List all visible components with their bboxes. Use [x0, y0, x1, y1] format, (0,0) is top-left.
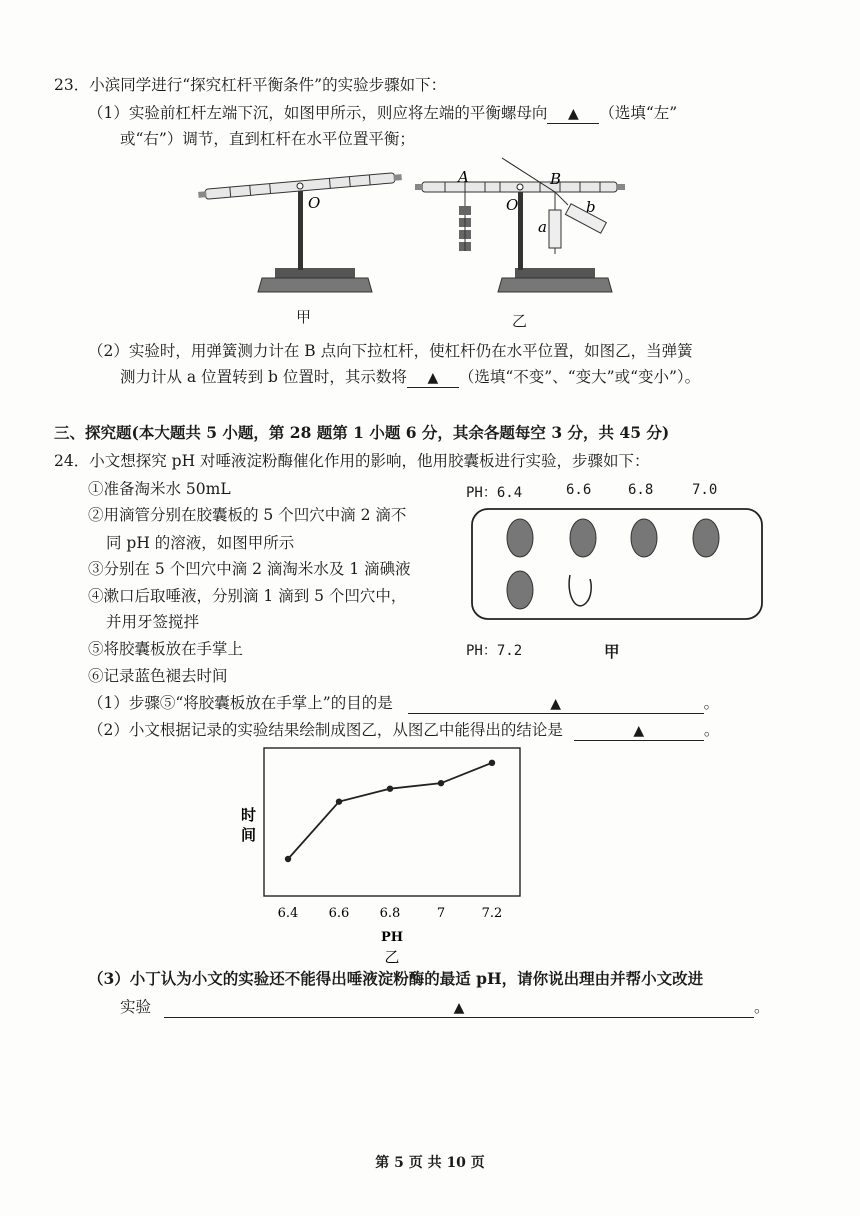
q24-title: 24．小文想探究 pH 对唾液淀粉酶催化作用的影响，他用胶囊板进行实验，步骤如下：	[54, 452, 650, 470]
chart-ylabel-1: 时	[241, 806, 257, 824]
label-b: b	[586, 198, 596, 216]
q23-part2-options: （选填“不变”、“变大”或“变小”）。	[458, 368, 701, 386]
lever-yi-figure	[415, 158, 625, 292]
q23-part2-line2	[120, 368, 700, 388]
end-mark: 。	[753, 998, 770, 1016]
x-tick-label-7: 7	[436, 906, 446, 921]
caption-jia: 甲	[296, 308, 312, 326]
q24-step-1: ①准备淘米水 50mL	[88, 480, 231, 498]
x-tick-label-6.6: 6.6	[328, 906, 350, 921]
ph-label-5: PH：7.2	[466, 643, 523, 659]
q23-answer-blank-2[interactable]	[407, 368, 459, 388]
chart-xlabel: PH	[380, 930, 404, 945]
q23-answer-blank-1[interactable]	[547, 104, 599, 124]
ph-label-4: 7.0	[692, 482, 718, 498]
data-point-6.8	[387, 786, 393, 792]
well-3	[631, 519, 657, 557]
caption-board-jia: 甲	[604, 642, 620, 661]
well-4	[693, 519, 719, 557]
caption-yi: 乙	[512, 312, 528, 330]
end-mark: 。	[703, 694, 720, 712]
q24-step-4: ④漱口后取唾液，分别滴 1 滴到 5 个凹穴中，	[88, 587, 407, 605]
data-point-6.4	[285, 856, 291, 862]
q24-sub2	[88, 721, 719, 741]
x-tick-label-6.8: 6.8	[379, 906, 401, 921]
q24-sub1	[88, 694, 719, 714]
lever-figures	[190, 150, 650, 340]
triangle-mark: ▲	[550, 696, 562, 712]
x-tick-label-7.2: 7.2	[481, 906, 503, 921]
well-5	[507, 571, 533, 609]
series-line	[288, 763, 492, 859]
q24-step-4-cont: 并用牙签搅拌	[106, 613, 200, 631]
chart-ylabel-2: 间	[241, 826, 257, 844]
chart-caption: 乙	[384, 948, 400, 966]
q24-step-6: ⑥记录蓝色褪去时间	[88, 667, 228, 685]
q24-step-5: ⑤将胶囊板放在手掌上	[88, 640, 244, 658]
label-a: a	[538, 218, 547, 236]
q24-sub2-text: （2）小文根据记录的实验结果绘制成图乙，从图乙中能得出的结论是	[88, 721, 563, 739]
chart-frame	[264, 748, 520, 896]
q23-part1-option: （选填“左”	[599, 104, 678, 122]
lever-jia-figure	[198, 172, 402, 292]
data-point-7	[438, 780, 444, 786]
capsule-board	[468, 505, 768, 623]
q24-answer-blank-3[interactable]	[164, 998, 754, 1018]
ph-label-2: 6.6	[566, 482, 592, 498]
triangle-mark: ▲	[633, 723, 645, 739]
label-O-jia: O	[308, 194, 321, 212]
q24-step-2-cont: 同 pH 的溶液，如图甲所示	[106, 534, 295, 552]
data-point-6.6	[336, 798, 342, 804]
q24-step-3: ③分别在 5 个凹穴中滴 2 滴淘米水及 1 滴碘液	[88, 560, 411, 578]
ph-time-chart	[236, 744, 536, 969]
drop-mark	[569, 575, 591, 606]
q24-sub1-text: （1）步骤⑤“将胶囊板放在手掌上”的目的是	[88, 694, 393, 712]
q23-part2-line1: （2）实验时，用弹簧测力计在 B 点向下拉杠杆，使杠杆仍在水平位置，如图乙，当弹簧	[88, 342, 693, 360]
q23-part1-line1	[88, 104, 677, 124]
triangle-mark: ▲	[567, 106, 579, 122]
q24-sub3-line2	[120, 998, 769, 1018]
section-3-heading: 三、探究题(本大题共 5 小题，第 28 题第 1 小题 6 分，其余各题每空 3 分，共 45 分)	[54, 423, 670, 442]
q24-sub3-text: 实验	[120, 998, 152, 1016]
well-1	[507, 519, 533, 557]
page-footer: 第 5 页 共 10 页	[375, 1155, 485, 1171]
label-B: B	[550, 170, 562, 188]
ph-label-1: PH：6.4	[466, 485, 523, 501]
q24-answer-blank-2[interactable]	[574, 721, 704, 741]
ph-label-3: 6.8	[628, 482, 654, 498]
triangle-mark: ▲	[453, 1000, 465, 1016]
well-2	[570, 519, 596, 557]
data-point-7.2	[489, 760, 495, 766]
end-mark: 。	[703, 721, 720, 739]
x-tick-label-6.4: 6.4	[277, 906, 299, 921]
q24-sub3-line1: （3）小丁认为小文的实验还不能得出唾液淀粉酶的最适 pH，请你说出理由并帮小文改进	[88, 969, 704, 988]
q24-answer-blank-1[interactable]	[408, 694, 704, 714]
label-O-yi: O	[506, 196, 519, 214]
q23-title: 23．小滨同学进行“探究杠杆平衡条件”的实验步骤如下：	[54, 76, 447, 94]
q23-part2-text: 测力计从 a 位置转到 b 位置时，其示数将	[120, 368, 407, 386]
q23-part1-line2: 或“右”）调节，直到杠杆在水平位置平衡；	[120, 130, 415, 148]
q24-step-2: ②用滴管分别在胶囊板的 5 个凹穴中滴 2 滴不	[88, 506, 407, 524]
triangle-mark: ▲	[427, 370, 439, 386]
q23-part1-text: （1）实验前杠杆左端下沉，如图甲所示，则应将左端的平衡螺母向	[88, 104, 548, 122]
label-A: A	[458, 168, 469, 186]
